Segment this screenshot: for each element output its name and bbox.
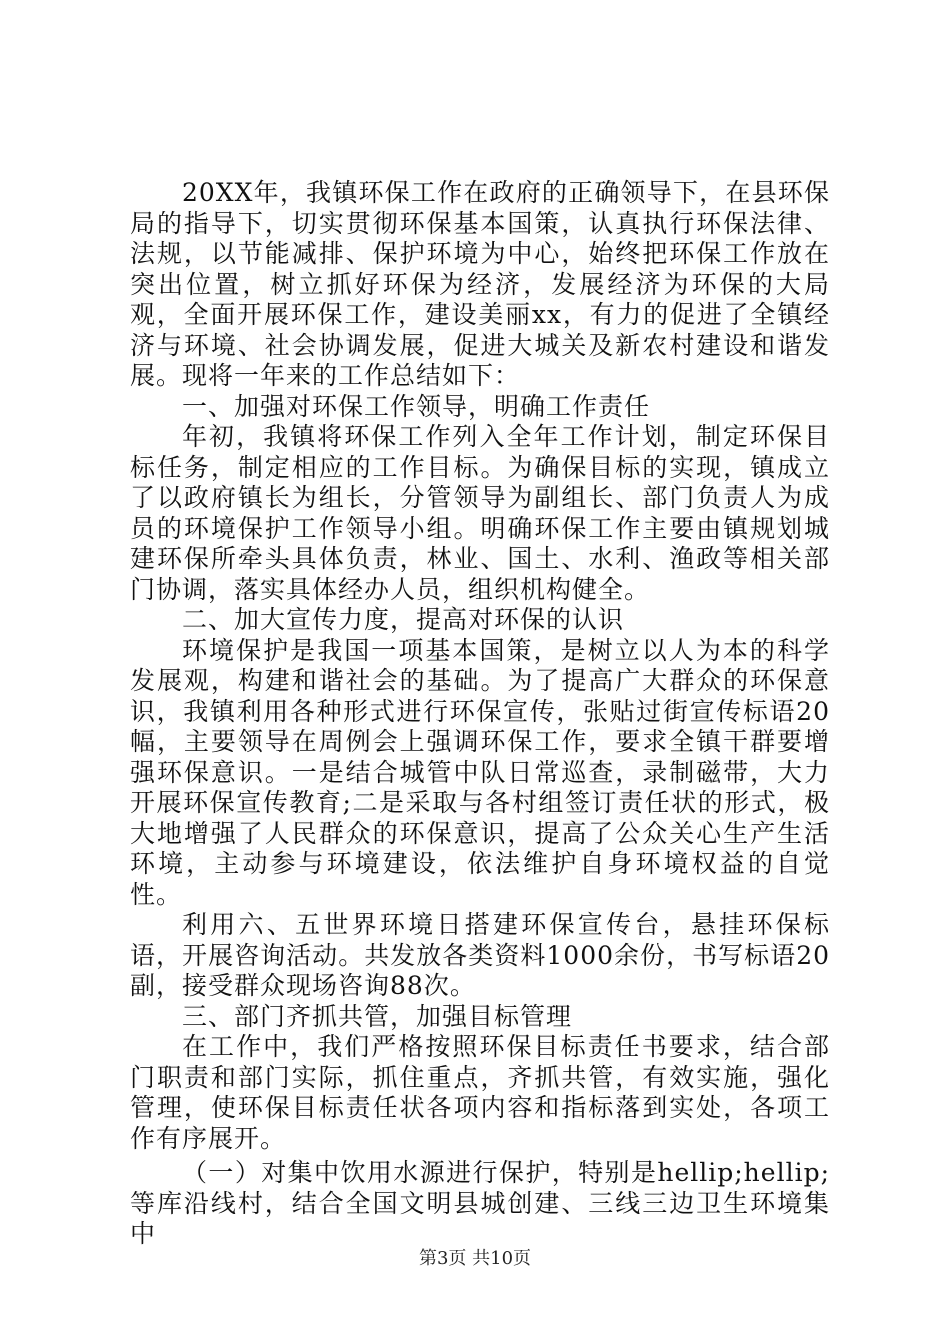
intro-paragraph: 20XX年，我镇环保工作在政府的正确领导下，在县环保局的指导下，切实贯彻环保基本国策，认真执行环保法律、法规，以节能减排、保护环境为中心，始终把环保工作放在突出位置，树立抓好环保为经济，发展经济为环保的大局观，全面开展环保工作，建设美丽xx，有力的促进了全镇经济与环境、社会协调发展，促进大城关及新农村建设和谐发展。现将一年来的工作总结如下： bbox=[130, 178, 830, 390]
section-heading-3: 三、部门齐抓共管，加强目标管理 bbox=[182, 1001, 573, 1031]
section-2-paragraph-2: 利用六、五世界环境日搭建环保宣传台，悬挂环保标语，开展咨询活动。共发放各类资料1000余份，书写标语20副，接受群众现场咨询88次。 bbox=[130, 910, 830, 1000]
subsection-1-paragraph: （一）对集中饮用水源进行保护，特别是hellip;hellip;等库沿线村，结合全国文明县城创建、三线三边卫生环境集中 bbox=[130, 1158, 830, 1248]
section-1-paragraph: 年初，我镇将环保工作列入全年工作计划，制定环保目标任务，制定相应的工作目标。为确保目标的实现，镇成立了以政府镇长为组长，分管领导为副组长、部门负责人为成员的环境保护工作领导小组。明确环保工作主要由镇规划城建环保所牵头具体负责，林业、国土、水利、渔政等相关部门协调，落实具体经办人员，组织机构健全。 bbox=[130, 422, 830, 604]
section-heading-1: 一、加强对环保工作领导，明确工作责任 bbox=[182, 391, 651, 421]
section-3-paragraph: 在工作中，我们严格按照环保目标责任书要求，结合部门职责和部门实际，抓住重点，齐抓共管，有效实施，强化管理，使环保目标责任状各项内容和指标落到实处，各项工作有序展开。 bbox=[130, 1032, 830, 1153]
document-body bbox=[130, 178, 830, 1250]
section-2-paragraph-1: 环境保护是我国一项基本国策，是树立以人为本的科学发展观，构建和谐社会的基础。为了提高广大群众的环保意识，我镇利用各种形式进行环保宣传，张贴过街宣传标语20幅，主要领导在周例会上强调环保工作，要求全镇干群要增强环保意识。一是结合城管中队日常巡查，录制磁带，大力开展环保宣传教育;二是采取与各村组签订责任状的形式，极大地增强了人民群众的环保意识，提高了公众关心生产生活环境，主动参与环境建设，依法维护自身环境权益的自觉性。 bbox=[130, 635, 830, 909]
section-heading-2: 二、加大宣传力度，提高对环保的认识 bbox=[182, 605, 625, 634]
page-footer: 第3页 共10页 bbox=[418, 1248, 532, 1269]
